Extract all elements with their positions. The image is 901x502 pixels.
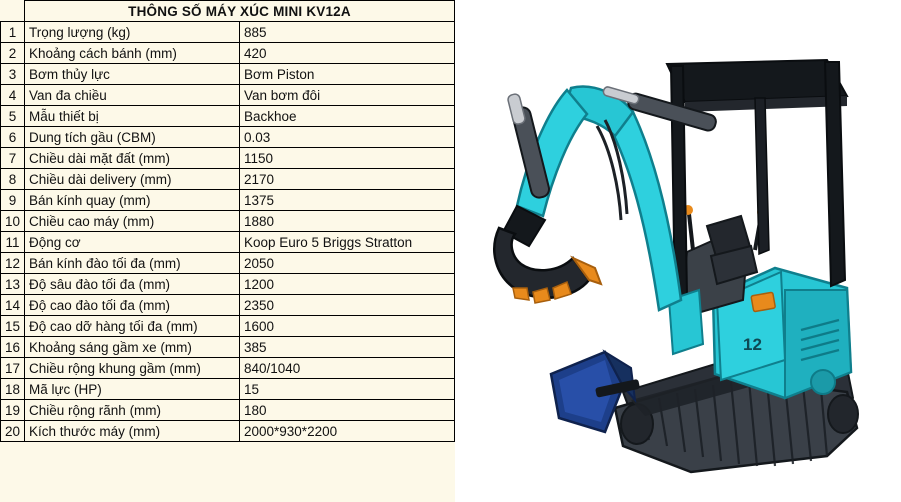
row-label: Mẫu thiết bị xyxy=(25,106,240,127)
row-label: Khoảng cách bánh (mm) xyxy=(25,43,240,64)
table-row xyxy=(1,211,455,232)
row-label: Độ cao đào tối đa (mm) xyxy=(25,295,240,316)
row-label: Khoảng sáng gầm xe (mm) xyxy=(25,337,240,358)
table-row xyxy=(1,337,455,358)
table-row xyxy=(1,169,455,190)
row-value: Koop Euro 5 Briggs Stratton xyxy=(240,232,455,253)
row-label: Chiều dài delivery (mm) xyxy=(25,169,240,190)
row-label: Mã lực (HP) xyxy=(25,379,240,400)
row-index: 6 xyxy=(1,127,25,148)
table-row xyxy=(1,400,455,421)
table-row xyxy=(1,127,455,148)
row-label: Chiều dài mặt đất (mm) xyxy=(25,148,240,169)
row-label: Trọng lượng (kg) xyxy=(25,22,240,43)
row-value: Bơm Piston xyxy=(240,64,455,85)
row-value: 1200 xyxy=(240,274,455,295)
row-index: 19 xyxy=(1,400,25,421)
table-row xyxy=(1,358,455,379)
row-index: 10 xyxy=(1,211,25,232)
spec-table xyxy=(0,0,455,442)
row-value: Van bơm đôi xyxy=(240,85,455,106)
row-value: 2000*930*2200 xyxy=(240,421,455,442)
machine-number-decal: 12 xyxy=(743,335,762,354)
table-row xyxy=(1,316,455,337)
row-index: 12 xyxy=(1,253,25,274)
row-value: Backhoe xyxy=(240,106,455,127)
row-value: 1600 xyxy=(240,316,455,337)
row-value: 840/1040 xyxy=(240,358,455,379)
table-row xyxy=(1,64,455,85)
title-spacer xyxy=(1,1,25,22)
row-value: 420 xyxy=(240,43,455,64)
row-value: 885 xyxy=(240,22,455,43)
row-value: 180 xyxy=(240,400,455,421)
table-row xyxy=(1,253,455,274)
row-label: Bán kính đào tối đa (mm) xyxy=(25,253,240,274)
row-index: 9 xyxy=(1,190,25,211)
row-index: 18 xyxy=(1,379,25,400)
row-index: 15 xyxy=(1,316,25,337)
table-row xyxy=(1,379,455,400)
table-row xyxy=(1,43,455,64)
table-row xyxy=(1,106,455,127)
row-index: 5 xyxy=(1,106,25,127)
row-index: 16 xyxy=(1,337,25,358)
table-row xyxy=(1,22,455,43)
row-value: 2170 xyxy=(240,169,455,190)
row-index: 20 xyxy=(1,421,25,442)
table-row xyxy=(1,274,455,295)
table-row xyxy=(1,295,455,316)
row-index: 14 xyxy=(1,295,25,316)
row-value: 15 xyxy=(240,379,455,400)
row-index: 8 xyxy=(1,169,25,190)
row-index: 17 xyxy=(1,358,25,379)
row-index: 4 xyxy=(1,85,25,106)
row-label: Dung tích gầu (CBM) xyxy=(25,127,240,148)
row-index: 3 xyxy=(1,64,25,85)
row-label: Chiều cao máy (mm) xyxy=(25,211,240,232)
row-label: Van đa chiều xyxy=(25,85,240,106)
row-index: 7 xyxy=(1,148,25,169)
table-row xyxy=(1,148,455,169)
table-row xyxy=(1,85,455,106)
row-label: Kích thước máy (mm) xyxy=(25,421,240,442)
row-label: Độ cao dỡ hàng tối đa (mm) xyxy=(25,316,240,337)
row-value: 1150 xyxy=(240,148,455,169)
table-title-row xyxy=(1,1,455,22)
table-row xyxy=(1,421,455,442)
row-index: 11 xyxy=(1,232,25,253)
row-value: 1880 xyxy=(240,211,455,232)
row-label: Bán kính quay (mm) xyxy=(25,190,240,211)
row-index: 13 xyxy=(1,274,25,295)
table-row xyxy=(1,190,455,211)
table-row xyxy=(1,232,455,253)
product-photo xyxy=(455,0,901,502)
row-label: Bơm thủy lực xyxy=(25,64,240,85)
row-label: Chiều rộng rãnh (mm) xyxy=(25,400,240,421)
row-value: 1375 xyxy=(240,190,455,211)
row-label: Độ sâu đào tối đa (mm) xyxy=(25,274,240,295)
row-value: 0.03 xyxy=(240,127,455,148)
row-index: 1 xyxy=(1,22,25,43)
row-label: Chiều rộng khung gầm (mm) xyxy=(25,358,240,379)
page-title: THÔNG SỐ MÁY XÚC MINI KV12A xyxy=(25,1,455,22)
spec-table-body xyxy=(1,22,455,442)
row-label: Động cơ xyxy=(25,232,240,253)
row-value: 385 xyxy=(240,337,455,358)
mini-excavator-illustration xyxy=(455,0,901,502)
row-value: 2050 xyxy=(240,253,455,274)
row-value: 2350 xyxy=(240,295,455,316)
row-index: 2 xyxy=(1,43,25,64)
